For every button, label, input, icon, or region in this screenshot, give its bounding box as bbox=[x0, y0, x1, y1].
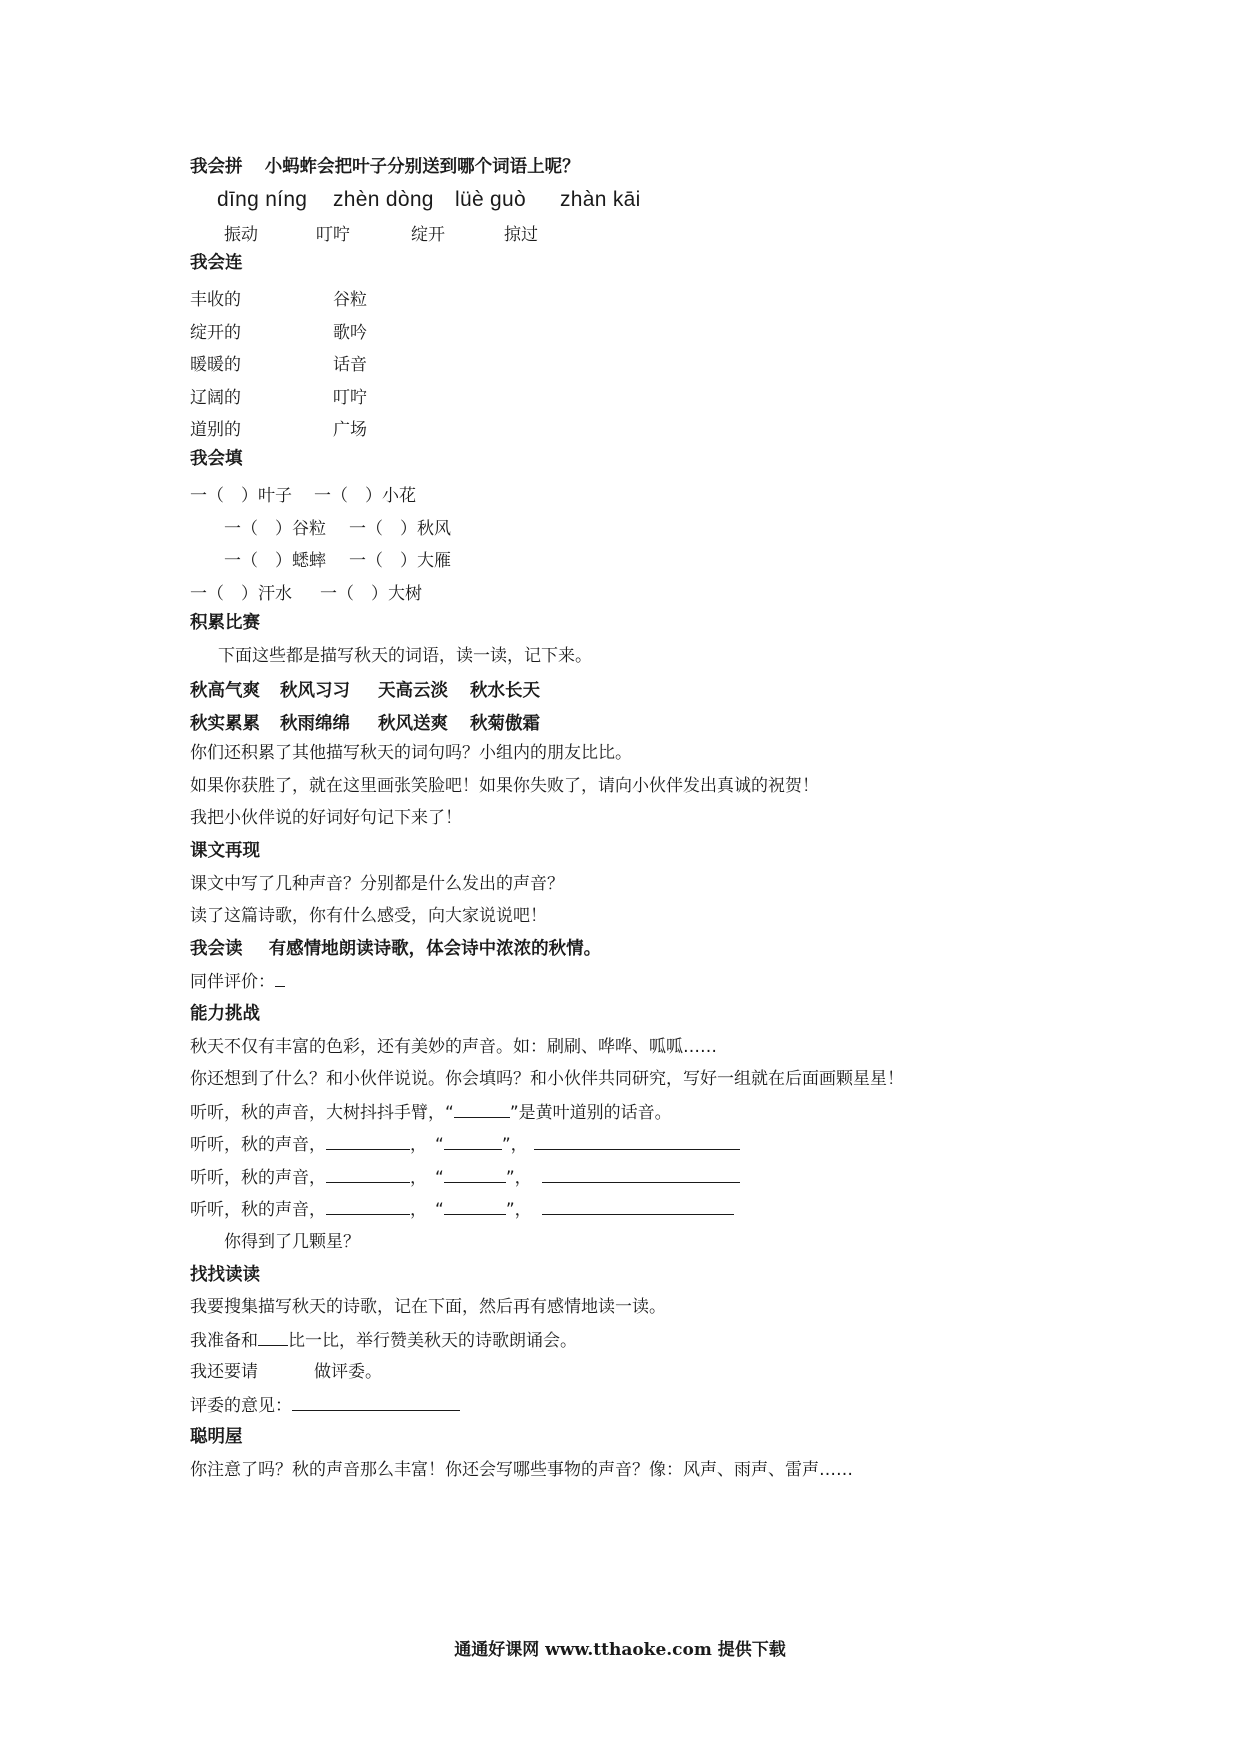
peer-review-line bbox=[190, 970, 285, 993]
connect-right-item: 广场 bbox=[333, 420, 367, 440]
accumulate-intro: 下面这些都是描写秋天的词语，读一读，记下来。 bbox=[218, 646, 592, 666]
accumulate-heading: 积累比赛 bbox=[190, 613, 260, 633]
fill-item: 一（ ）叶子 bbox=[190, 486, 292, 506]
connect-heading: 我会连 bbox=[190, 253, 243, 273]
connect-left-item: 绽开的 bbox=[190, 323, 241, 343]
idiom: 秋雨绵绵 bbox=[280, 714, 350, 734]
idiom: 秋风送爽 bbox=[378, 714, 448, 734]
judge-opinion-label: 评委的意见： bbox=[190, 1396, 292, 1416]
idiom: 天高云淡 bbox=[378, 681, 448, 701]
fill-blank-3[interactable] bbox=[542, 1166, 740, 1183]
challenge-example bbox=[190, 1101, 672, 1124]
judge-opinion-blank[interactable] bbox=[292, 1394, 460, 1411]
connect-right-item: 谷粒 bbox=[333, 290, 367, 310]
smart-heading: 聪明屋 bbox=[190, 1427, 243, 1447]
fill-blank-1[interactable] bbox=[326, 1133, 410, 1150]
text-review-heading: 课文再现 bbox=[190, 841, 260, 861]
challenge-fill-row bbox=[190, 1166, 740, 1189]
read-heading: 我会读 bbox=[190, 939, 243, 959]
smart-line-1: 你注意了吗？秋的声音那么丰富！你还会写哪些事物的声音？像：风声、雨声、雷声…… bbox=[190, 1460, 853, 1480]
listen-text: 听听，秋的声音， bbox=[190, 1135, 326, 1155]
left-quote: “ bbox=[435, 1168, 444, 1188]
connect-right-item: 话音 bbox=[333, 355, 367, 375]
text-review-question-2: 读了这篇诗歌，你有什么感受，向大家说说吧！ bbox=[190, 906, 547, 926]
pinyin-item: dīng níng bbox=[217, 188, 308, 211]
page-footer: 通通好课网 www.tthaoke.com 提供下载 bbox=[454, 1640, 786, 1660]
read-title bbox=[190, 938, 601, 960]
idiom: 秋水长天 bbox=[470, 681, 540, 701]
find-line-3 bbox=[190, 1361, 382, 1383]
comma: ， bbox=[410, 1200, 427, 1220]
stars-question: 你得到了几颗星？ bbox=[224, 1232, 360, 1252]
fill-item: 一（ ）汗水 bbox=[190, 584, 292, 604]
fill-blank-2[interactable] bbox=[444, 1166, 506, 1183]
listen-text: 听听，秋的声音， bbox=[190, 1168, 326, 1188]
challenge-heading: 能力挑战 bbox=[190, 1004, 260, 1024]
find-heading: 找找读读 bbox=[190, 1265, 260, 1285]
connect-left-item: 暖暖的 bbox=[190, 355, 241, 375]
fill-item: 一（ ）谷粒 bbox=[224, 519, 326, 539]
challenge-fill-row bbox=[190, 1198, 734, 1221]
fill-blank-3[interactable] bbox=[542, 1198, 734, 1215]
challenge-line-2: 你还想到了什么？和小伙伴说说。你会填吗？和小伙伴共同研究，写好一组就在后面画颗星星！ bbox=[190, 1069, 904, 1089]
fill-blank-1[interactable] bbox=[326, 1166, 410, 1183]
find-line-2 bbox=[190, 1329, 577, 1352]
text-review-question-1: 课文中写了几种声音？分别都是什么发出的声音？ bbox=[190, 874, 564, 894]
accumulate-question-2: 如果你获胜了，就在这里画张笑脸吧！如果你失败了，请向小伙伴发出真诚的祝贺！ bbox=[190, 776, 819, 796]
accumulate-question-1: 你们还积累了其他描写秋天的词句吗？小组内的朋友比比。 bbox=[190, 743, 632, 763]
connect-left-item: 丰收的 bbox=[190, 290, 241, 310]
pinyin-item: zhèn dòng bbox=[333, 188, 434, 211]
connect-left-item: 道别的 bbox=[190, 420, 241, 440]
spell-heading: 我会拼 bbox=[190, 157, 243, 177]
right-quote: ”， bbox=[501, 1135, 528, 1155]
fill-item: 一（ ）秋风 bbox=[349, 519, 451, 539]
fill-item: 一（ ）大树 bbox=[320, 584, 422, 604]
partner-blank[interactable] bbox=[258, 1329, 288, 1346]
pinyin-item: zhàn kāi bbox=[560, 188, 641, 211]
connect-right-item: 歌吟 bbox=[333, 323, 367, 343]
fill-blank-1[interactable] bbox=[326, 1198, 410, 1215]
left-quote: “ bbox=[435, 1200, 444, 1220]
idiom: 秋风习习 bbox=[280, 681, 350, 701]
find-line-3-b: 做评委。 bbox=[314, 1362, 382, 1382]
fill-blank-2[interactable] bbox=[444, 1133, 502, 1150]
idiom: 秋实累累 bbox=[190, 714, 260, 734]
challenge-fill-row bbox=[190, 1133, 740, 1156]
find-line-2-b: 比一比，举行赞美秋天的诗歌朗诵会。 bbox=[288, 1331, 577, 1351]
idiom: 秋菊傲霜 bbox=[470, 714, 540, 734]
example-text-a: 听听，秋的声音，大树抖抖手臂，“ bbox=[190, 1103, 454, 1123]
word-item: 掠过 bbox=[504, 225, 538, 245]
spell-title bbox=[190, 156, 580, 178]
word-item: 振动 bbox=[224, 225, 258, 245]
listen-text: 听听，秋的声音， bbox=[190, 1200, 326, 1220]
find-line-3-a: 我还要请 bbox=[190, 1362, 258, 1382]
right-quote: ”， bbox=[505, 1200, 532, 1220]
connect-right-item: 叮咛 bbox=[333, 388, 367, 408]
fill-item: 一（ ）大雁 bbox=[349, 551, 451, 571]
word-item: 绽开 bbox=[411, 225, 445, 245]
idiom: 秋高气爽 bbox=[190, 681, 260, 701]
example-blank[interactable] bbox=[454, 1101, 510, 1118]
fill-blank-2[interactable] bbox=[444, 1198, 506, 1215]
accumulate-question-3: 我把小伙伴说的好词好句记下来了！ bbox=[190, 808, 462, 828]
fill-item: 一（ ）小花 bbox=[314, 486, 416, 506]
left-quote: “ bbox=[435, 1135, 444, 1155]
peer-review-blank[interactable] bbox=[275, 970, 285, 987]
word-item: 叮咛 bbox=[316, 225, 350, 245]
pinyin-item: lüè guò bbox=[455, 188, 526, 211]
fill-blank-3[interactable] bbox=[534, 1133, 740, 1150]
spell-prompt: 小蚂蚱会把叶子分别送到哪个词语上呢？ bbox=[264, 157, 580, 177]
connect-left-item: 辽阔的 bbox=[190, 388, 241, 408]
peer-review-label: 同伴评价： bbox=[190, 972, 275, 992]
fill-item: 一（ ）蟋蟀 bbox=[224, 551, 326, 571]
example-text-b: ”是黄叶道别的话音。 bbox=[509, 1103, 672, 1123]
right-quote: ”， bbox=[505, 1168, 532, 1188]
challenge-line-1: 秋天不仅有丰富的色彩，还有美妙的声音。如：刷刷、哗哗、呱呱…… bbox=[190, 1037, 717, 1057]
comma: ， bbox=[410, 1135, 427, 1155]
find-line-2-a: 我准备和 bbox=[190, 1331, 258, 1351]
find-line-4 bbox=[190, 1394, 460, 1417]
read-prompt: 有感情地朗读诗歌，体会诗中浓浓的秋情。 bbox=[268, 939, 602, 959]
comma: ， bbox=[410, 1168, 427, 1188]
find-line-1: 我要搜集描写秋天的诗歌，记在下面，然后再有感情地读一读。 bbox=[190, 1297, 666, 1317]
fill-heading: 我会填 bbox=[190, 449, 243, 469]
